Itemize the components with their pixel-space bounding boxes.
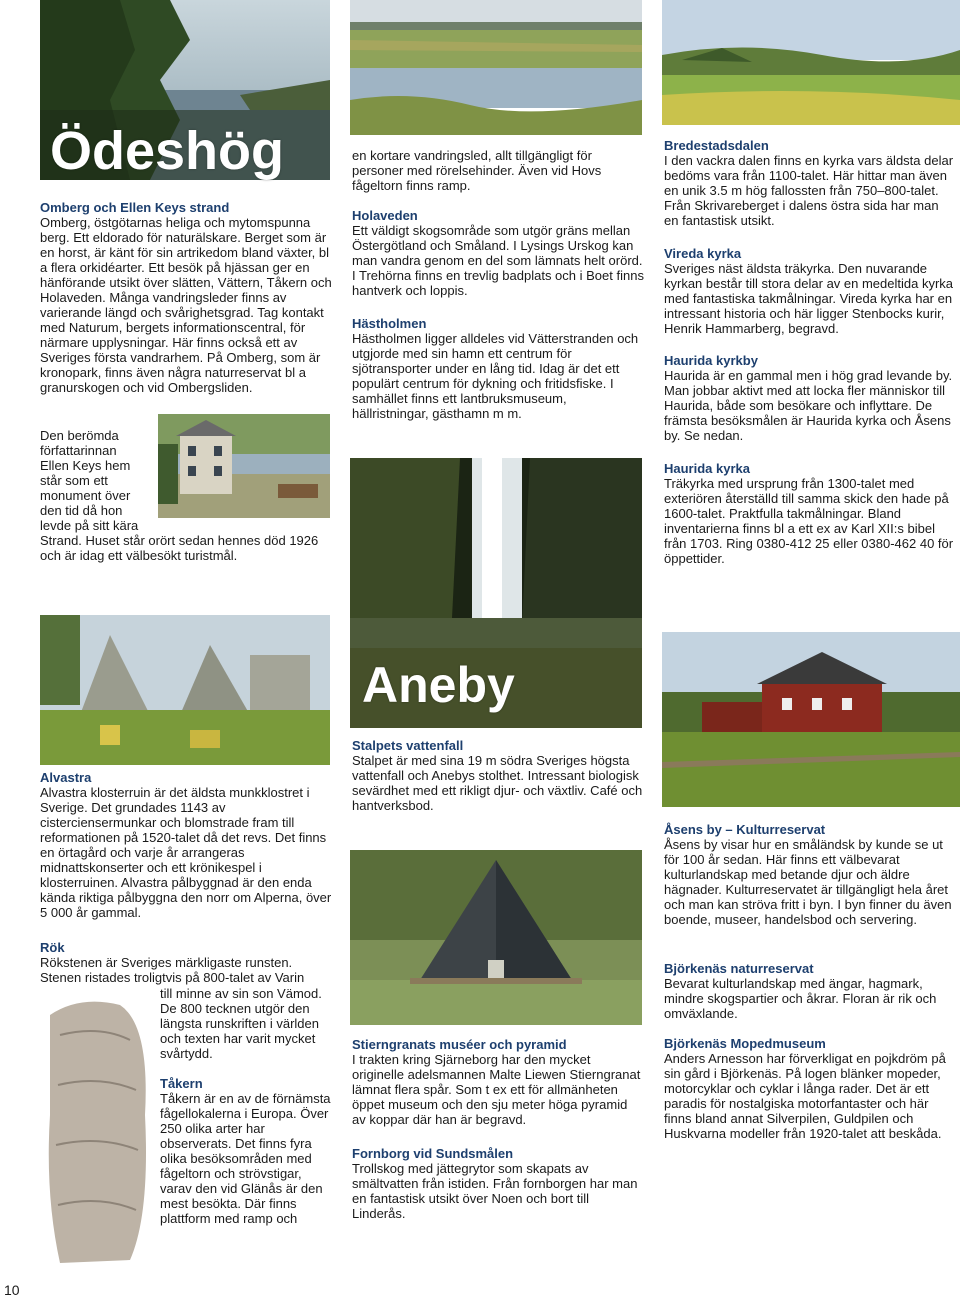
haurida-kyrkby-heading: Haurida kyrkby <box>664 353 758 368</box>
col2-intro: en kortare vandringsled, allt tillgängligt för personer med rörelsehinder. Även vid Hovs fågeltorn finns ramp. <box>352 148 602 193</box>
bjorkenas-section <box>664 961 956 1021</box>
stierngranat-section <box>352 1037 644 1127</box>
stalpet-section <box>352 738 644 813</box>
omberg-text: Omberg, östgötarnas heliga och mytomspunna berg. Ett eldorado för naturälskare. Berget som är en horst, är känt för sin artrikedom bland växter, bl a flera orkidéarter. Ett besök på hjässan ger en hänförande utsikt över slätten, Vättern, Tåkern och Holaveden. Många vandringsleder finns av varierande längd och svårighetsgrad. Tag kontakt med Naturum, bergets informationscentral, för närmare upplysningar. Här finns också ett av Sveriges första vandrarhem. På Omberg, som är kronopark, finns även några naturreservat bl a granurskogen och vid Ombergsliden. <box>40 215 332 395</box>
ellen-line-5: monument över <box>40 488 131 503</box>
stierngranat-heading: Stierngranats muséer och pyramid <box>352 1037 567 1052</box>
omberg-heading: Omberg och Ellen Keys strand <box>40 200 230 215</box>
takern-text: Tåkern är en av de förnämsta fågellokalerna i Europa. Över 250 olika arter har observerats. Det finns fyra olika besöksområden med fågeltorn och strövstigar, varav den vid Glänås är den mest besökta. Där finns plattform med ramp och <box>160 1091 331 1226</box>
bredestad-text: I den vackra dalen finns en kyrka vars äldsta delar bedöms vara från 1100-talet. Här hittar man även en unik 3.5 m hög fallossten från 750–800-talet. Från Skrivareberget i dalens östra sida har man en fantastisk utsikt. <box>664 153 954 228</box>
omberg-section <box>40 200 336 395</box>
photo-green-fields <box>662 0 960 125</box>
rok-wrap-section <box>160 986 332 1226</box>
bredestad-section <box>664 138 956 228</box>
holaveden-heading: Holaveden <box>352 208 418 223</box>
rok-section <box>40 940 332 985</box>
odeshog-title: Ödeshög <box>50 121 285 181</box>
haurida-kyrkby-section <box>664 353 956 443</box>
bjorkenas-heading: Björkenäs naturreservat <box>664 961 814 976</box>
asens-heading: Åsens by – Kulturreservat <box>664 822 826 837</box>
aneby-title: Aneby <box>362 657 515 713</box>
ellen-line-6: den tid då hon <box>40 503 123 518</box>
moped-section <box>664 1036 956 1141</box>
alvastra-text: Alvastra klosterruin är det äldsta munkklostret i Sverige. Det grundades 1143 av cisterciensermunkar och blomstrade fram till reformationen på 1520-talet då det revs. Det finns en örtagård och varje år arrangeras midnattskonserter och ett krönikespel i klosterruinen. Alvastra pålbyggnad är den enda kända riktiga pålbyggna den norr om Alperna, över 5 000 år gammal. <box>40 785 332 920</box>
ellen-key-tail: Strand. Huset står orört sedan hennes död 1926 och är idag ett välbesökt turistmål. <box>40 533 319 563</box>
rok-heading: Rök <box>40 940 65 955</box>
photo-pyramid <box>350 850 642 1025</box>
haurida-kyrka-heading: Haurida kyrka <box>664 461 750 476</box>
fornborg-section <box>352 1146 644 1221</box>
hastholmen-section <box>352 316 644 421</box>
ellen-line-7: levde på sitt kära <box>40 518 139 533</box>
bredestad-heading: Bredestadsdalen <box>664 138 769 153</box>
bjorkenas-text: Bevarat kulturlandskap med ängar, hagmark, mindre skogspartier och åkrar. Floran är rik och omväxlande. <box>664 976 937 1021</box>
rok-lead-text: Rökstenen är Sveriges märkligaste runsten. Stenen ristades troligtvis på 800-talet av Varin <box>40 955 305 985</box>
holaveden-section <box>352 208 644 298</box>
ellen-line-3: Ellen Keys hem <box>40 458 131 473</box>
ellen-line-4: står som ett <box>40 473 108 488</box>
photo-red-houses <box>662 632 960 807</box>
hastholmen-heading: Hästholmen <box>352 316 427 331</box>
ellen-line-2: författarinnan <box>40 443 117 458</box>
fornborg-heading: Fornborg vid Sundsmålen <box>352 1146 514 1161</box>
photo-ellen-key-house <box>158 414 330 518</box>
stalpet-heading: Stalpets vattenfall <box>352 738 464 753</box>
stierngranat-text: I trakten kring Sjärneborg har den mycket originelle adelsmannen Malte Liewen Stierngranat lämnat flera spår. Som t ex ett för allmänheten öppet museum och den sju meter höga pyramid av koppar där han är begravd. <box>352 1052 641 1127</box>
moped-heading: Björkenäs Mopedmuseum <box>664 1036 826 1051</box>
hastholmen-text: Hästholmen ligger alldeles vid Vätterstranden och utgjorde med sin hamn ett centrum för sjötransporter under en lång tid. Idag är det ett populärt centrum för dykning och fritidsfiske. I samhället finns ett lantbruksmuseum, hällristningar, gästhamn m m. <box>352 331 639 421</box>
holaveden-text: Ett väldigt skogsområde som utgör gräns mellan Östergötland och Småland. I Lysings Urskog kan man vandra genom en del som lämnats helt orörd. I Trehörna finns en trevlig badplats och i Boet finns hantverk och loppis. <box>352 223 644 298</box>
takern-heading: Tåkern <box>160 1076 203 1091</box>
haurida-kyrkby-text: Haurida är en gammal men i hög grad levande by. Man jobbar aktivt med att locka fler människor till Haurida, både som besökare och inflyttare. De främsta besöksmålen är Haurida kyrka och Åsens by. Se nedan. <box>664 368 953 443</box>
vireda-text: Sveriges näst äldsta träkyrka. Den nuvarande kyrkan består till stora delar av en medeltida kyrka med fantastiska takmålningar. Vireda kyrka har en intressant historia och här ligger Stenbocks kurir, Henrik Hammarberg, begravd. <box>664 261 954 336</box>
moped-text: Anders Arnesson har förverkligat en pojkdröm på sin gård i Björkenäs. På logen blänker mopeder, motorcyklar och cyklar i långa rader. Det är ett paradis för nostalgiska motorfantaster och här finns bland annat Silverpilen, Guldpilen och Huskvarna modeller från 1920-talet att beskåda. <box>664 1051 946 1141</box>
vireda-section <box>664 246 956 336</box>
photo-alvastra-ruins <box>40 615 330 765</box>
ellen-key-text-wrap <box>40 428 158 533</box>
stalpet-text: Stalpet är med sina 19 m södra Sveriges högsta vattenfall och Anebys stolthet. Intressant biologisk sevärdhet med ett rikligt djur- och växtliv. Café och hantverksbod. <box>352 753 643 813</box>
rok-wrap-text: till minne av sin son Vämod. De 800 tecknen utgör den längsta runskriften i världen och texten har varit mycket svårtydd. <box>160 986 322 1061</box>
vireda-heading: Vireda kyrka <box>664 246 742 261</box>
alvastra-heading: Alvastra <box>40 770 92 785</box>
photo-wetland <box>350 0 642 135</box>
haurida-kyrka-text: Träkyrka med ursprung från 1300-talet med exteriören återställd till samma skick den hade på 1600-talet. Praktfulla takmålningar. Bland inventarierna finns bl a ett ex av Karl XII:s bibel från 1703. Ring 0380-412 25 eller 0380-462 40 för öppettider. <box>664 476 954 566</box>
asens-text: Åsens by visar hur en småländsk by kunde se ut för 100 år sedan. Här finns ett välbevarat kulturlandskap med betande djur och äldre hägnader. Kulturreservatet är tillgängligt hela året och man kan ströva fritt i byn. I byn finner du även boende, museer, handelsbod och servering. <box>664 837 952 927</box>
alvastra-section <box>40 770 332 920</box>
haurida-kyrka-section <box>664 461 956 566</box>
page-number: 10 <box>4 1282 20 1298</box>
photo-rok-runestone <box>40 995 158 1267</box>
ellen-line-1: Den berömda <box>40 428 119 443</box>
fornborg-text: Trollskog med jättegrytor som skapats av smältvatten från istiden. Från fornborgen har man en fantastisk utsikt över Noen och bort till Linderås. <box>352 1161 638 1221</box>
asens-section <box>664 822 956 927</box>
